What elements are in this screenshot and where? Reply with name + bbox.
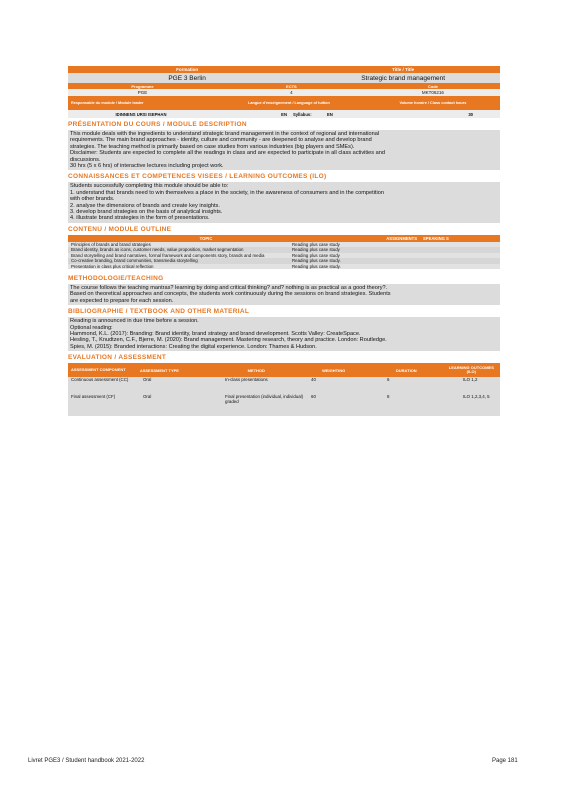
content-assign: Reading plus case study	[292, 252, 340, 258]
outcomes-line: 1. understand that brands need to win themselves a place in the society, in the awareness of consumers and in the competition	[70, 189, 384, 196]
formation-value: PGE 3 Berlin	[168, 74, 206, 82]
outcomes-line: 3. develop brand strategies on the basis of analytical insights.	[70, 209, 223, 216]
volume-value: 30	[468, 111, 473, 117]
eval-ilo: ILO 1,2,3,4, 5	[463, 394, 490, 400]
outcomes-text	[68, 182, 500, 222]
code-label: Code	[427, 83, 438, 89]
eval-header-duration: DURATION	[395, 367, 417, 373]
eval-weighting: 60	[311, 394, 316, 400]
methodology-line: The course follows the teaching mantras? learning by doing and critical thinking? and? nothing is as practical as a good theory?.	[70, 284, 388, 291]
bibliography-line: Hammond, K.L. (2017): Branding: Brand identity, brand strategy and brand development. Scotts Valley: CreateSpace.	[70, 330, 361, 337]
eval-method: Final presentation (individual, individual) graded	[225, 394, 304, 405]
ects-value: 4	[290, 90, 293, 95]
formation-label: Formation	[176, 67, 199, 72]
evaluation-table	[68, 377, 500, 416]
table-row	[68, 377, 500, 394]
eval-ilo: ILO 1,2	[463, 377, 478, 383]
presentation-line: Disclaimer: Students are expected to complete all the readings in class and are expected to participate in all class activities and	[70, 150, 385, 157]
programme-values-row	[68, 89, 500, 96]
title-value: Strategic brand management	[361, 74, 446, 82]
eval-header-weighting: WEIGHTING	[322, 367, 346, 373]
header-labels-row	[68, 66, 500, 73]
eval-header-ilo: LEARNING OUTCOMES (ILO)	[448, 365, 494, 375]
programme-value: PGE	[137, 90, 148, 95]
syllabus-label: Syllabus:	[293, 111, 312, 117]
presentation-line: discussions.	[70, 156, 101, 163]
content-assign: Reading plus case study.	[292, 258, 341, 264]
eval-component: Final assessment (CF)	[71, 394, 116, 400]
table-row	[68, 264, 500, 269]
table-row	[68, 394, 500, 416]
bibliography-text	[68, 317, 500, 351]
content-topic-header: TOPIC	[199, 235, 213, 241]
header-values-row	[68, 73, 500, 83]
content-topic: Brand storytelling and brand narratives, formal framework and components story, brands and media	[71, 252, 265, 258]
eval-duration: 8	[387, 394, 390, 400]
eval-header-component: ASSESSMENT COMPONENT	[71, 367, 126, 372]
outcomes-line: 4. illustrate brand strategies in the form of presentations.	[70, 215, 210, 222]
content-topic: Principles of brands and brand strategies	[71, 241, 151, 247]
eval-weighting: 40	[311, 377, 316, 383]
programme-labels-row	[68, 83, 500, 89]
eval-type: Oral	[143, 377, 152, 383]
bibliography-title: BIBLIOGRAPHIE / TEXTBOOK AND OTHER MATERIAL	[68, 308, 250, 316]
presentation-line: 30 hrs (5 x 6 hrs) of interactive lectures including project work.	[70, 163, 224, 170]
methodology-title: METHODOLOGIE/TEACHING	[68, 274, 164, 282]
eval-type: Oral	[143, 394, 152, 400]
eval-component: Continuous assessment (CC)	[71, 377, 129, 383]
presentation-line: This module deals with the ingredients to understand strategic brand management in the context of regional and international	[70, 131, 380, 137]
footer-handbook: Livret PGE3 / Student handbook 2021-2022	[28, 758, 145, 764]
presentation-text	[68, 130, 500, 170]
langue-label: Langue d'enseignement / Language of tuition	[248, 100, 330, 105]
bibliography-line: Hesling, T., Knudtzen, C.F., Bjerre, M. (2020): Brand management. Mastering research, theory and practice. London: Routledge.	[70, 337, 387, 344]
ects-label: ECTS	[286, 83, 297, 89]
responsable-labels-row	[68, 96, 500, 110]
eval-header-method: METHOD	[247, 367, 265, 373]
content-topic: Brand identity, brands as icons, customer needs, value proposition, market segmentation	[71, 247, 244, 253]
methodology-line: are expected to prepare for each session.	[70, 297, 174, 304]
outcomes-title: CONNAISSANCES ET COMPETENCES VISEES / LEARNING OUTCOMES (ILO)	[68, 173, 327, 181]
outcomes-line: Students successfully completing this module should be able to:	[70, 183, 229, 190]
content-assign: Reading plus case study	[292, 247, 340, 253]
content-title: CONTENU / MODULE OUTLINE	[68, 225, 172, 233]
content-topic: Presentation in class plus critical reflection	[71, 263, 154, 269]
content-assign: Reading plus case study.	[292, 263, 341, 269]
content-speaking-header: SPEAKING S	[423, 235, 449, 241]
methodology-text	[68, 284, 500, 305]
responsable-value: IDINNENS URSI ISEPHAN	[115, 111, 167, 117]
bibliography-line: Spies, M. (2015): Branded interactions: Creating the digital experience. London: Thames & Hudson.	[70, 343, 317, 350]
eval-duration: 6	[387, 377, 390, 383]
presentation-title: PRÉSENTATION DU COURS / MODULE DESCRIPTION	[68, 121, 247, 128]
code-value: MKT06216	[421, 90, 444, 95]
presentation-line: strategies. The teaching method is primarily based on case studies from various industries (big players and SMEs).	[70, 143, 355, 150]
responsable-label: Responsable du module / Module leader	[71, 101, 144, 105]
content-topic: Co-creative branding, brand communities, transmedia storytelling	[71, 258, 198, 264]
methodology-line: Based on theoretical approaches and concepts, the students work continuously during the sessions on brand strategies. Students	[70, 291, 391, 298]
volume-label: Volume horaire / Class contact hours	[399, 101, 467, 105]
syllabus-page	[68, 66, 500, 416]
content-assign-header: ASSIGNMENTS	[386, 235, 417, 241]
evaluation-title: EVALUATION / ASSESSMENT	[68, 354, 167, 362]
footer-page-number: Page 181	[492, 758, 518, 764]
presentation-line: requirements. The main brand approaches - identity, culture and community - are deepened to analyse and develop brand	[70, 137, 372, 144]
responsable-values-row	[68, 110, 500, 118]
eval-method: In-class presentations	[225, 377, 268, 383]
eval-header-type: ASSESSMENT TYPE	[139, 367, 179, 373]
programme-label: Programme	[131, 83, 154, 89]
evaluation-header-row	[68, 363, 500, 377]
langue-value: EN	[281, 111, 287, 117]
bibliography-line: Optional reading:	[70, 324, 113, 331]
content-table	[68, 242, 500, 269]
content-assign: Reading plus case study	[292, 241, 340, 247]
title-label: Title / Title	[392, 67, 415, 72]
outcomes-line: 2. analyse the dimensions of brands and create key insights.	[70, 202, 220, 209]
outcomes-line: with other brands.	[70, 196, 115, 203]
syllabus-value: EN	[327, 111, 333, 117]
bibliography-line: Reading is announced in due time before a session.	[70, 318, 199, 325]
content-header-row	[68, 235, 500, 242]
